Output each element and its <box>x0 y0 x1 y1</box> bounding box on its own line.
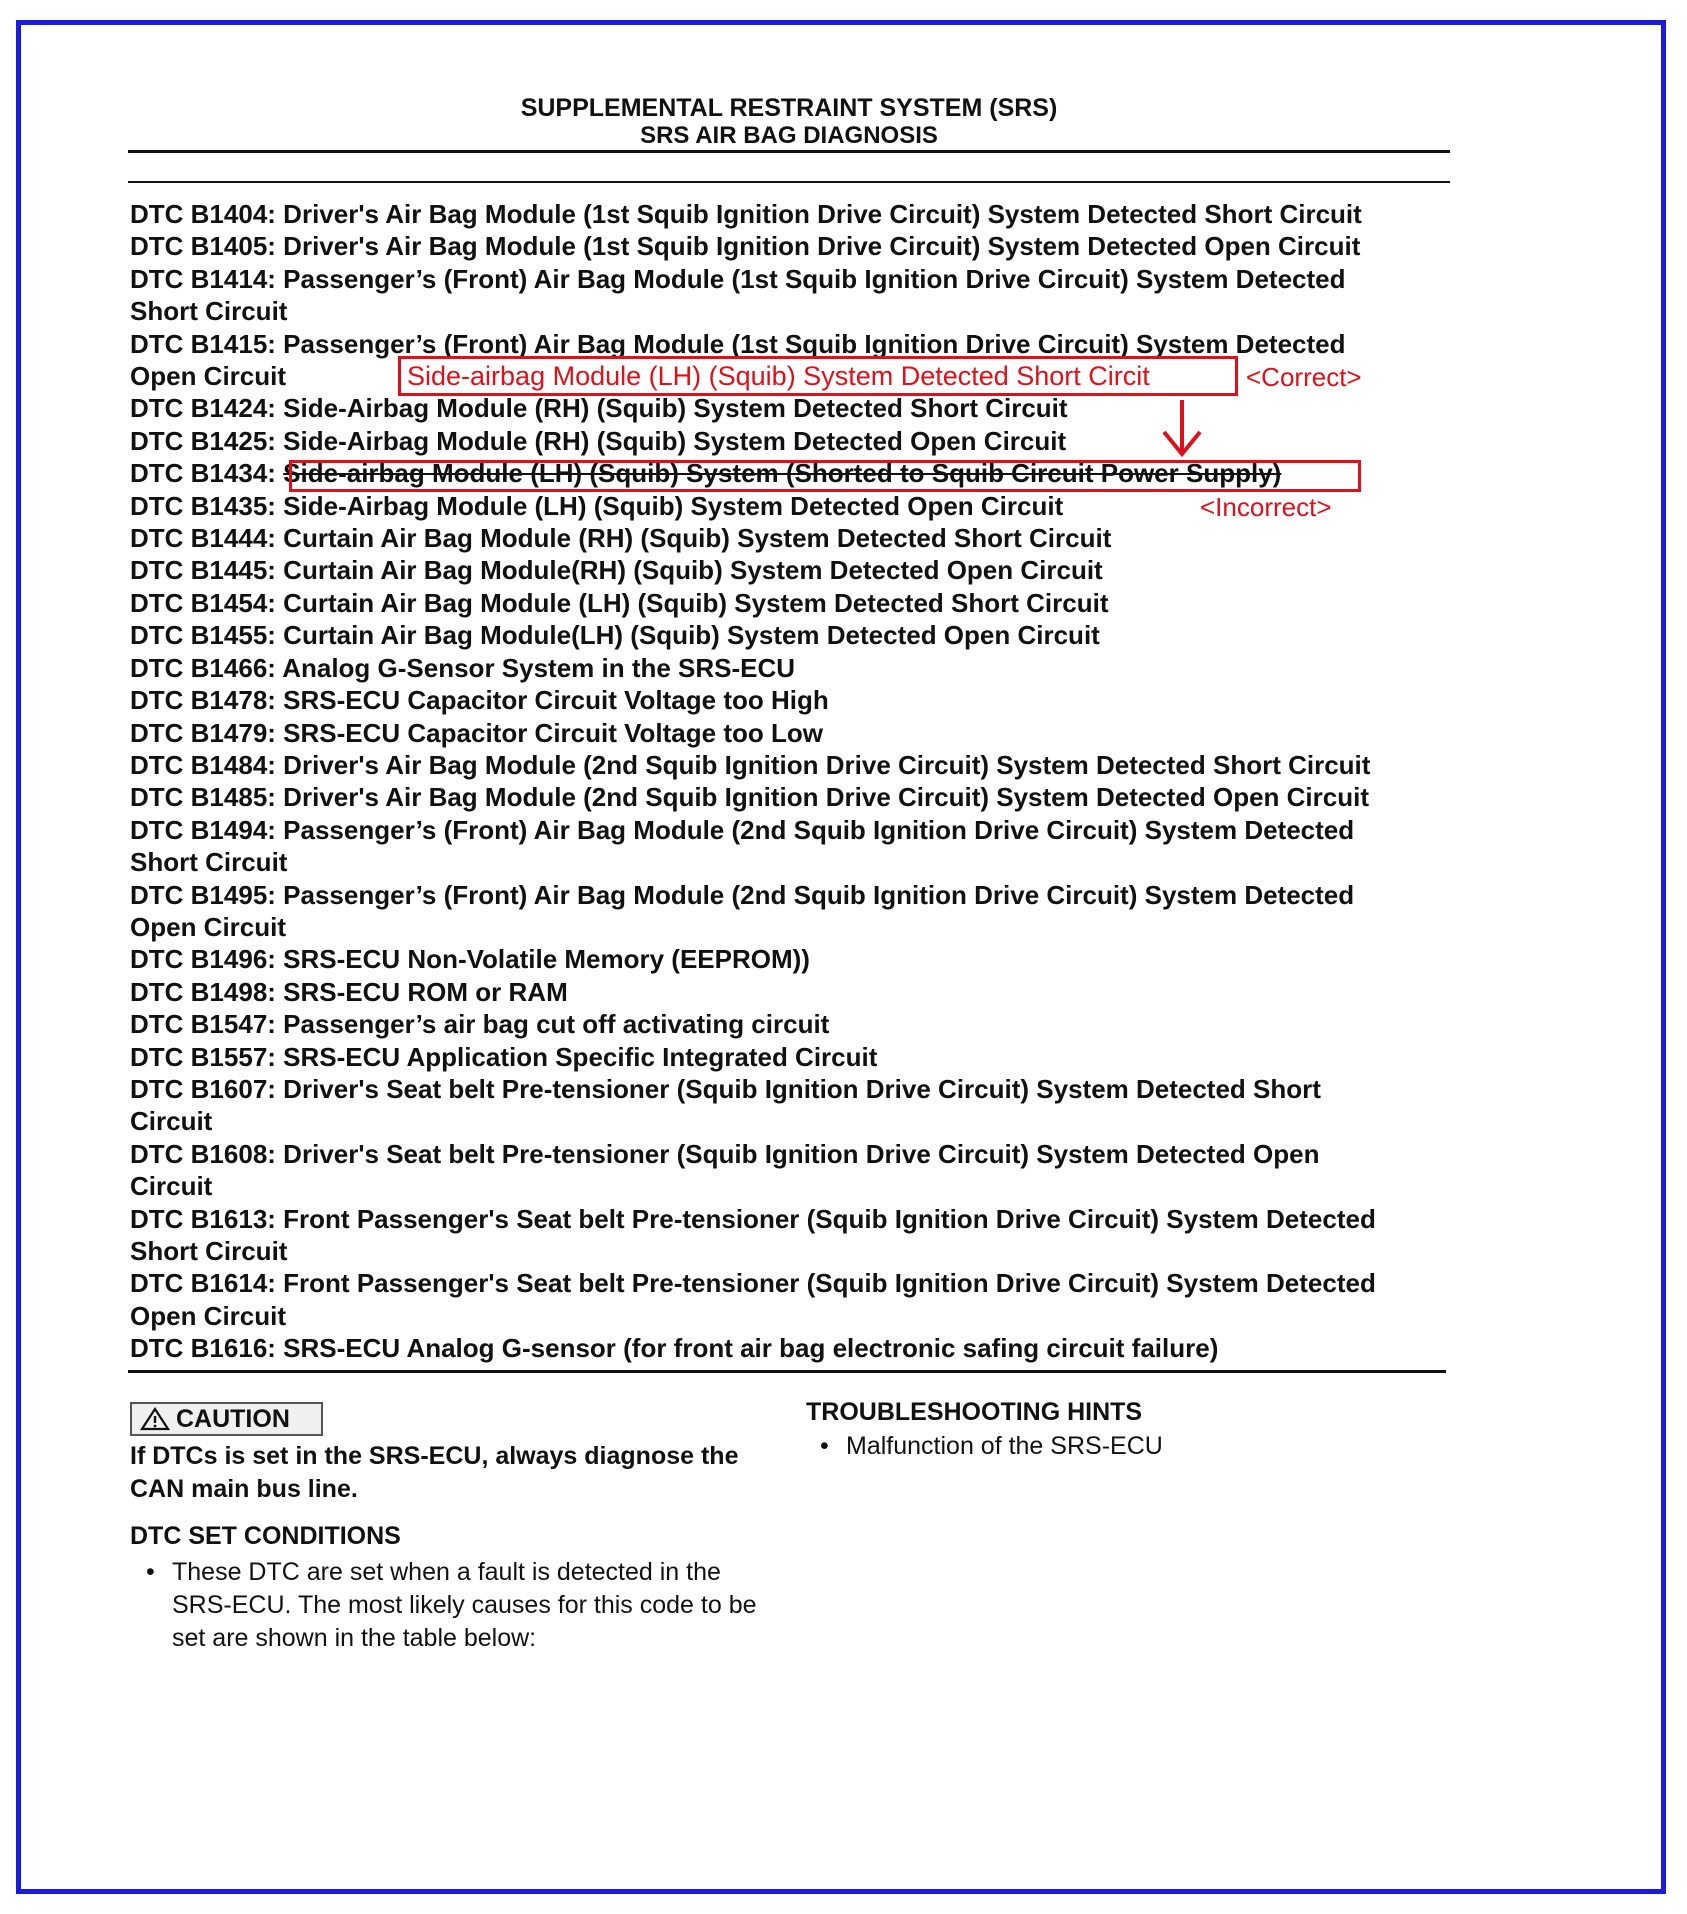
dtc-description: Front Passenger's Seat belt Pre-tensioner (Squib Ignition Drive Circuit) System Detected <box>283 1268 1376 1299</box>
dtc-item <box>130 943 1460 975</box>
dtc-description: Side-Airbag Module (RH) (Squib) System Detected Open Circuit <box>283 425 1067 456</box>
dtc-item <box>130 781 1460 813</box>
dtc-code: DTC B1404: <box>130 199 276 229</box>
dtc-set-conditions-list <box>146 1556 776 1655</box>
dtc-description: Analog G-Sensor System in the SRS-ECU <box>282 652 796 683</box>
dtc-description: Curtain Air Bag Module (LH) (Squib) System Detected Short Circuit <box>283 587 1109 618</box>
dtc-code: DTC B1614: <box>130 1268 276 1299</box>
dtc-description: Driver's Seat belt Pre-tensioner (Squib Ignition Drive Circuit) System Detected Short <box>283 1073 1321 1104</box>
dtc-code: DTC B1414: <box>130 263 276 294</box>
dtc-code: DTC B1425: <box>130 425 276 456</box>
dtc-code: DTC B1405: <box>130 231 276 262</box>
dtc-item <box>130 1041 1460 1073</box>
dtc-description: SRS-ECU Analog G-sensor (for front air bag electronic safing circuit failure) <box>283 1333 1219 1364</box>
troubleshooting-hints-list <box>820 1430 1420 1463</box>
dtc-code: DTC B1478: <box>130 685 276 716</box>
dtc-code: DTC B1485: <box>130 782 276 813</box>
dtc-item <box>130 1008 1460 1040</box>
list-top-rule <box>128 181 1450 183</box>
list-item: • These DTC are set when a fault is detected in the SRS-ECU. The most likely causes for this code to be set are shown in the table below: <box>146 1556 776 1655</box>
dtc-item <box>130 425 1460 457</box>
dtc-code: DTC B1424: <box>130 393 276 424</box>
dtc-code: DTC B1547: <box>130 1009 276 1040</box>
dtc-description: SRS-ECU Application Specific Integrated Circuit <box>283 1041 878 1072</box>
dtc-item <box>130 522 1460 554</box>
dtc-item <box>130 879 1460 944</box>
dtc-item <box>130 263 1460 328</box>
dtc-description: Passenger’s (Front) Air Bag Module (2nd Squib Ignition Drive Circuit) System Detected <box>283 879 1355 910</box>
dtc-item <box>130 619 1460 651</box>
dtc-code: DTC B1479: <box>130 717 276 748</box>
dtc-description-continued: Open Circuit <box>130 911 287 942</box>
dtc-description: Passenger’s air bag cut off activating circuit <box>283 1009 830 1040</box>
dtc-description: Side-airbag Module (LH) (Squib) System (Shorted to Squib Circuit Power Supply) <box>283 458 1282 489</box>
incorrect-box <box>289 460 1361 492</box>
correction-box: Side-airbag Module (LH) (Squib) System Detected Short Circit <box>398 356 1238 396</box>
dtc-description: Side-Airbag Module (RH) (Squib) System Detected Short Circuit <box>283 393 1068 424</box>
dtc-code: DTC B1616: <box>130 1333 276 1364</box>
dtc-description-continued: Circuit <box>130 1106 213 1137</box>
incorrect-label: <Incorrect> <box>1200 492 1332 522</box>
dtc-code: DTC B1498: <box>130 976 276 1007</box>
dtc-description: SRS-ECU Capacitor Circuit Voltage too Low <box>283 717 823 748</box>
dtc-code: DTC B1435: <box>130 490 276 521</box>
dtc-item <box>130 652 1460 684</box>
document-title: SUPPLEMENTAL RESTRAINT SYSTEM (SRS) <box>520 94 1058 122</box>
dtc-item <box>130 1073 1460 1138</box>
dtc-item <box>130 976 1460 1008</box>
dtc-code: DTC B1445: <box>130 555 276 586</box>
dtc-item <box>130 749 1460 781</box>
dtc-description: Curtain Air Bag Module(RH) (Squib) System Detected Open Circuit <box>283 555 1103 586</box>
dtc-item <box>130 554 1460 586</box>
header-rule <box>128 150 1450 153</box>
dtc-item <box>130 1203 1460 1268</box>
dtc-description: Driver's Air Bag Module (2nd Squib Ignition Drive Circuit) System Detected Short Circuit <box>283 749 1371 780</box>
dtc-description: Driver's Seat belt Pre-tensioner (Squib Ignition Drive Circuit) System Detected Open <box>283 1138 1320 1169</box>
list-item: • Malfunction of the SRS-ECU <box>820 1430 1420 1463</box>
dtc-description-continued: Open Circuit <box>130 1300 287 1331</box>
troubleshooting-hints-title: TROUBLESHOOTING HINTS <box>806 1398 1143 1426</box>
dtc-description-continued: Circuit <box>130 1171 213 1202</box>
dtc-description: Front Passenger's Seat belt Pre-tensioner (Squib Ignition Drive Circuit) System Detected <box>283 1203 1376 1234</box>
dtc-code: DTC B1496: <box>130 944 276 975</box>
dtc-description: Side-Airbag Module (LH) (Squib) System Detected Open Circuit <box>283 490 1064 521</box>
dtc-item <box>130 1332 1460 1364</box>
dtc-code: DTC B1454: <box>130 587 276 618</box>
dtc-code: DTC B1613: <box>130 1203 276 1234</box>
dtc-code: DTC B1444: <box>130 523 276 554</box>
correct-label: <Correct> <box>1246 362 1362 392</box>
dtc-description: Curtain Air Bag Module(LH) (Squib) System Detected Open Circuit <box>283 620 1100 651</box>
caution-text: If DTCs is set in the SRS-ECU, always diagnose the CAN main bus line. <box>130 1442 739 1503</box>
dtc-description-continued: Short Circuit <box>130 1236 288 1266</box>
dtc-description: Passenger’s (Front) Air Bag Module (2nd Squib Ignition Drive Circuit) System Detected <box>283 814 1355 845</box>
dtc-set-conditions-title: DTC SET CONDITIONS <box>130 1522 401 1550</box>
dtc-description: Driver's Air Bag Module (2nd Squib Ignition Drive Circuit) System Detected Open Circuit <box>283 782 1370 813</box>
dtc-item <box>130 684 1460 716</box>
dtc-code: DTC B1494: <box>130 814 276 845</box>
correction-arrow-icon <box>1160 398 1204 458</box>
dtc-item <box>130 392 1460 424</box>
dtc-description: Driver's Air Bag Module (1st Squib Ignition Drive Circuit) System Detected Open Circuit <box>283 231 1361 262</box>
dtc-item <box>130 814 1460 879</box>
dtc-item <box>130 717 1460 749</box>
dtc-description: Passenger’s (Front) Air Bag Module (1st Squib Ignition Drive Circuit) System Detected <box>283 263 1346 294</box>
dtc-description: Passenger’s (Front) Air Bag Module (1st Squib Ignition Drive Circuit) System Detected <box>283 328 1346 359</box>
dtc-description-continued: Open Circuit <box>130 361 287 392</box>
document-subtitle: SRS AIR BAG DIAGNOSIS <box>640 122 938 149</box>
dtc-description-continued: Short Circuit <box>130 847 288 878</box>
dtc-description: SRS-ECU Capacitor Circuit Voltage too High <box>283 685 829 716</box>
dtc-description: SRS-ECU ROM or RAM <box>283 976 568 1007</box>
dtc-code: DTC B1495: <box>130 879 276 910</box>
dtc-item <box>130 230 1460 262</box>
dtc-description-continued: Short Circuit <box>130 296 288 327</box>
dtc-description: Curtain Air Bag Module (RH) (Squib) System Detected Short Circuit <box>283 523 1112 554</box>
dtc-description: SRS-ECU Non-Volatile Memory (EEPROM)) <box>283 944 810 975</box>
caution-badge <box>130 1402 323 1436</box>
dtc-description: Driver's Air Bag Module (1st Squib Ignition Drive Circuit) System Detected Short Circuit <box>283 199 1362 229</box>
warning-triangle-icon <box>140 1407 170 1431</box>
dtc-code: DTC B1466: <box>130 652 276 683</box>
dtc-item <box>130 587 1460 619</box>
dtc-item <box>130 1267 1460 1332</box>
list-bottom-rule <box>128 1370 1446 1373</box>
dtc-code: DTC B1455: <box>130 620 276 651</box>
dtc-code: DTC B1484: <box>130 749 276 780</box>
dtc-item <box>130 198 1460 230</box>
dtc-item <box>130 1138 1460 1203</box>
dtc-code: DTC B1557: <box>130 1041 276 1072</box>
dtc-code: DTC B1608: <box>130 1138 276 1169</box>
caution-label: CAUTION <box>176 1405 290 1433</box>
dtc-code: DTC B1415: <box>130 328 276 359</box>
dtc-code: DTC B1434: <box>130 458 276 489</box>
dtc-code: DTC B1607: <box>130 1073 276 1104</box>
